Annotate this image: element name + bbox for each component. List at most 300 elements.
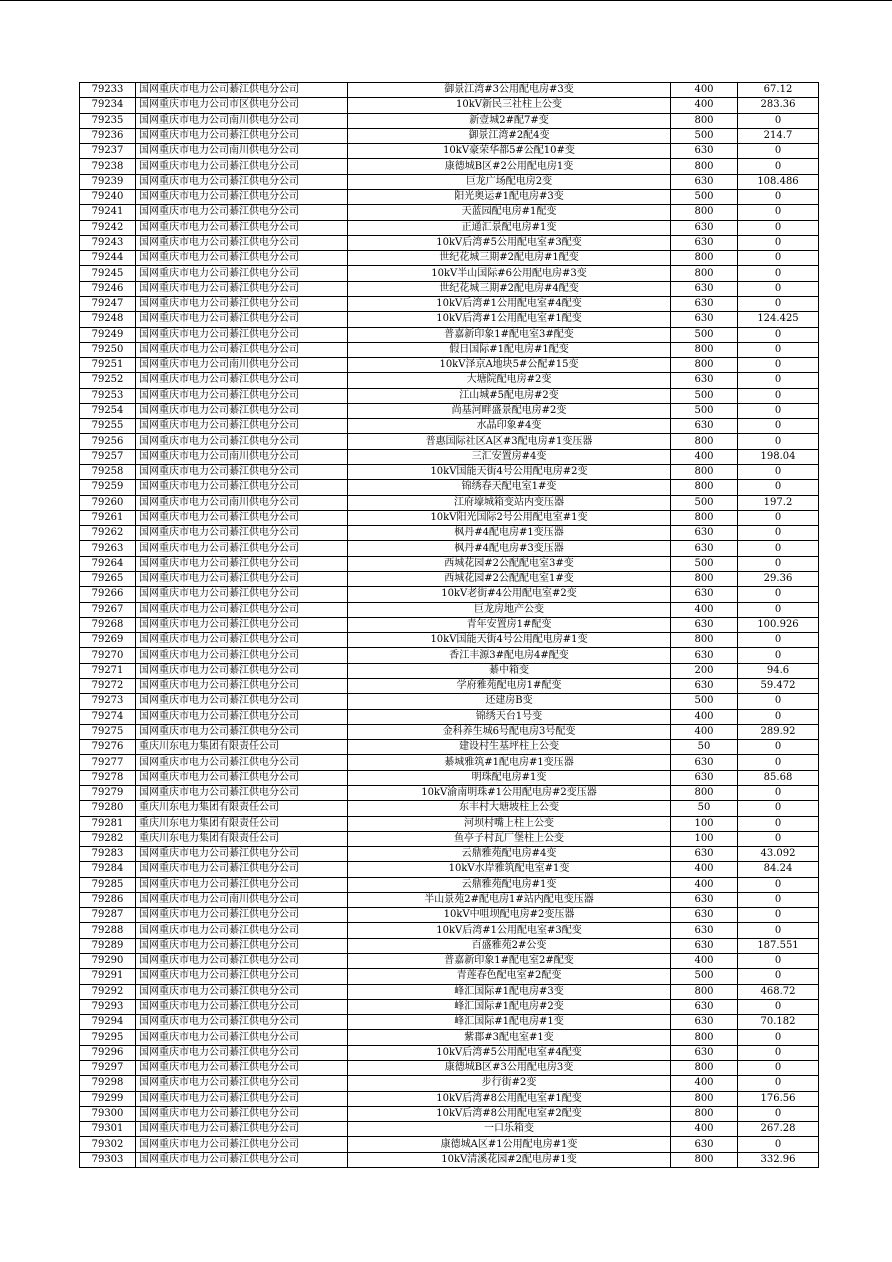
capacity-cell: 500 (671, 969, 738, 984)
transformer-name-cell: 云鼎雅苑配电房#1变 (348, 877, 671, 892)
capacity-cell: 400 (671, 1076, 738, 1091)
table-row (80, 373, 819, 388)
table-row (80, 572, 819, 587)
table-row (80, 449, 819, 464)
company-cell: 国网重庆市电力公司綦江供电分公司 (136, 1152, 348, 1167)
value-cell: 283.36 (738, 98, 819, 113)
value-cell: 0 (738, 633, 819, 648)
table-row (80, 281, 819, 296)
company-cell: 国网重庆市电力公司綦江供电分公司 (136, 205, 348, 220)
value-cell: 0 (738, 709, 819, 724)
company-cell: 国网重庆市电力公司綦江供电分公司 (136, 1015, 348, 1030)
transformer-name-cell: 枫丹#4配电房#1变压器 (348, 526, 671, 541)
row-id-cell: 79302 (80, 1137, 136, 1152)
company-cell: 国网重庆市电力公司綦江供电分公司 (136, 266, 348, 281)
capacity-cell: 630 (671, 235, 738, 250)
transformer-name-cell: 江山城#5配电房#2变 (348, 388, 671, 403)
table-row (80, 419, 819, 434)
capacity-cell: 630 (671, 373, 738, 388)
company-cell: 国网重庆市电力公司南川供电分公司 (136, 495, 348, 510)
transformer-name-cell: 峰汇国际#1配电房#2变 (348, 999, 671, 1014)
transformer-name-cell: 峰汇国际#1配电房#3变 (348, 984, 671, 999)
value-cell: 214.7 (738, 128, 819, 143)
row-id-cell: 79299 (80, 1091, 136, 1106)
row-id-cell: 79288 (80, 923, 136, 938)
company-cell: 国网重庆市电力公司綦江供电分公司 (136, 388, 348, 403)
value-cell: 70.182 (738, 1015, 819, 1030)
company-cell: 国网重庆市电力公司綦江供电分公司 (136, 312, 348, 327)
row-id-cell: 79292 (80, 984, 136, 999)
table-row (80, 556, 819, 571)
transformer-name-cell: 枫丹#4配电房#3变压器 (348, 541, 671, 556)
capacity-cell: 800 (671, 1091, 738, 1106)
capacity-cell: 500 (671, 495, 738, 510)
transformer-name-cell: 10kV后湾#8公用配电室#1配变 (348, 1091, 671, 1106)
transformer-name-cell: 江府壕城箱变站内变压器 (348, 495, 671, 510)
value-cell: 0 (738, 892, 819, 907)
value-cell: 0 (738, 465, 819, 480)
transformer-name-cell: 西城花园#2公配配电室3#变 (348, 556, 671, 571)
row-id-cell: 79274 (80, 709, 136, 724)
company-cell: 国网重庆市电力公司綦江供电分公司 (136, 510, 348, 525)
row-id-cell: 79293 (80, 999, 136, 1014)
transformer-name-cell: 10kV后湾#1公用配电室#1配变 (348, 312, 671, 327)
value-cell: 0 (738, 419, 819, 434)
transformer-name-cell: 明珠配电房#1变 (348, 770, 671, 785)
table-row (80, 174, 819, 189)
row-id-cell: 79275 (80, 724, 136, 739)
transformer-name-cell: 峰汇国际#1配电房#1变 (348, 1015, 671, 1030)
value-cell: 0 (738, 403, 819, 418)
value-cell: 100.926 (738, 617, 819, 632)
capacity-cell: 630 (671, 1045, 738, 1060)
capacity-cell: 630 (671, 526, 738, 541)
row-id-cell: 79278 (80, 770, 136, 785)
transformer-name-cell: 10kV水岸雅筑配电室#1变 (348, 862, 671, 877)
transformer-name-cell: 巨龙房地产公变 (348, 602, 671, 617)
row-id-cell: 79256 (80, 434, 136, 449)
value-cell: 0 (738, 602, 819, 617)
value-cell: 0 (738, 144, 819, 159)
row-id-cell: 79272 (80, 678, 136, 693)
table-row (80, 1076, 819, 1091)
transformer-name-cell: 普嘉新印象1#配电室3#配变 (348, 327, 671, 342)
value-cell: 0 (738, 785, 819, 800)
company-cell: 国网重庆市电力公司綦江供电分公司 (136, 862, 348, 877)
capacity-cell: 800 (671, 1061, 738, 1076)
capacity-cell: 630 (671, 1015, 738, 1030)
row-id-cell: 79298 (80, 1076, 136, 1091)
table-row (80, 205, 819, 220)
company-cell: 国网重庆市电力公司綦江供电分公司 (136, 556, 348, 571)
capacity-cell: 800 (671, 434, 738, 449)
company-cell: 国网重庆市电力公司綦江供电分公司 (136, 785, 348, 800)
table-row (80, 128, 819, 143)
capacity-cell: 500 (671, 128, 738, 143)
table-row (80, 113, 819, 128)
table-row (80, 541, 819, 556)
capacity-cell: 630 (671, 847, 738, 862)
company-cell: 国网重庆市电力公司綦江供电分公司 (136, 541, 348, 556)
row-id-cell: 79283 (80, 847, 136, 862)
transformer-name-cell: 天蓝园配电房#1配变 (348, 205, 671, 220)
company-cell: 重庆川东电力集团有限责任公司 (136, 801, 348, 816)
table-row (80, 1106, 819, 1121)
table-row (80, 220, 819, 235)
company-cell: 国网重庆市电力公司綦江供电分公司 (136, 296, 348, 311)
transformer-name-cell: 10kV渝南明珠#1公用配电房#2变压器 (348, 785, 671, 800)
table-row (80, 831, 819, 846)
table-row (80, 923, 819, 938)
row-id-cell: 79250 (80, 342, 136, 357)
company-cell: 国网重庆市电力公司綦江供电分公司 (136, 434, 348, 449)
transformer-name-cell: 一口乐箱变 (348, 1122, 671, 1137)
row-id-cell: 79297 (80, 1061, 136, 1076)
transformer-name-cell: 世纪花城三期#2配电房#4配变 (348, 281, 671, 296)
row-id-cell: 79284 (80, 862, 136, 877)
value-cell: 267.28 (738, 1122, 819, 1137)
row-id-cell: 79264 (80, 556, 136, 571)
value-cell: 29.36 (738, 572, 819, 587)
capacity-cell: 500 (671, 189, 738, 204)
value-cell: 0 (738, 266, 819, 281)
company-cell: 国网重庆市电力公司綦江供电分公司 (136, 908, 348, 923)
value-cell: 85.68 (738, 770, 819, 785)
row-id-cell: 79285 (80, 877, 136, 892)
table-row (80, 189, 819, 204)
capacity-cell: 500 (671, 694, 738, 709)
company-cell: 国网重庆市电力公司綦江供电分公司 (136, 189, 348, 204)
transformer-name-cell: 普嘉新印象1#配电室2#配变 (348, 954, 671, 969)
transformer-name-cell: 正通汇景配电房#1变 (348, 220, 671, 235)
table-row (80, 388, 819, 403)
row-id-cell: 79249 (80, 327, 136, 342)
row-id-cell: 79262 (80, 526, 136, 541)
data-table (79, 82, 819, 1168)
row-id-cell: 79265 (80, 572, 136, 587)
transformer-name-cell: 10kV中咀坝配电房#2变压器 (348, 908, 671, 923)
company-cell: 国网重庆市电力公司南川供电分公司 (136, 358, 348, 373)
row-id-cell: 79243 (80, 235, 136, 250)
capacity-cell: 400 (671, 862, 738, 877)
capacity-cell: 800 (671, 1106, 738, 1121)
table-row (80, 83, 819, 98)
table-row (80, 1061, 819, 1076)
table-row (80, 954, 819, 969)
transformer-name-cell: 建设村生基坪柱上公变 (348, 740, 671, 755)
company-cell: 国网重庆市电力公司綦江供电分公司 (136, 281, 348, 296)
company-cell: 国网重庆市电力公司綦江供电分公司 (136, 235, 348, 250)
capacity-cell: 630 (671, 174, 738, 189)
transformer-name-cell: 学府雅苑配电房1#配变 (348, 678, 671, 693)
transformer-name-cell: 巨龙广场配电房2变 (348, 174, 671, 189)
row-id-cell: 79279 (80, 785, 136, 800)
company-cell: 国网重庆市电力公司綦江供电分公司 (136, 1030, 348, 1045)
value-cell: 0 (738, 388, 819, 403)
capacity-cell: 800 (671, 480, 738, 495)
transformer-name-cell: 10kV后湾#5公用配电室#3配变 (348, 235, 671, 250)
row-id-cell: 79286 (80, 892, 136, 907)
transformer-name-cell: 香江丰源3#配电房4#配变 (348, 648, 671, 663)
table-row (80, 770, 819, 785)
transformer-name-cell: 东丰村大塘坡柱上公变 (348, 801, 671, 816)
table-row (80, 1045, 819, 1060)
value-cell: 0 (738, 877, 819, 892)
transformer-name-cell: 假日国际#1配电房#1配变 (348, 342, 671, 357)
value-cell: 198.04 (738, 449, 819, 464)
value-cell: 0 (738, 1106, 819, 1121)
row-id-cell: 79294 (80, 1015, 136, 1030)
transformer-name-cell: 10kV后湾#1公用配电室#3配变 (348, 923, 671, 938)
transformer-name-cell: 10kV后湾#1公用配电室#4配变 (348, 296, 671, 311)
row-id-cell: 79235 (80, 113, 136, 128)
value-cell: 0 (738, 358, 819, 373)
table-row (80, 480, 819, 495)
row-id-cell: 79290 (80, 954, 136, 969)
row-id-cell: 79253 (80, 388, 136, 403)
capacity-cell: 800 (671, 572, 738, 587)
transformer-name-cell: 康德城B区#3公用配电房3变 (348, 1061, 671, 1076)
capacity-cell: 630 (671, 419, 738, 434)
row-id-cell: 79233 (80, 83, 136, 98)
company-cell: 国网重庆市电力公司綦江供电分公司 (136, 403, 348, 418)
row-id-cell: 79254 (80, 403, 136, 418)
value-cell: 0 (738, 159, 819, 174)
table-row (80, 235, 819, 250)
row-id-cell: 79300 (80, 1106, 136, 1121)
company-cell: 国网重庆市电力公司綦江供电分公司 (136, 877, 348, 892)
table-row (80, 617, 819, 632)
value-cell: 0 (738, 342, 819, 357)
company-cell: 国网重庆市电力公司綦江供电分公司 (136, 465, 348, 480)
transformer-name-cell: 水晶印象#4变 (348, 419, 671, 434)
value-cell: 289.92 (738, 724, 819, 739)
capacity-cell: 630 (671, 617, 738, 632)
table-row (80, 1137, 819, 1152)
company-cell: 重庆川东电力集团有限责任公司 (136, 740, 348, 755)
company-cell: 国网重庆市电力公司綦江供电分公司 (136, 847, 348, 862)
company-cell: 国网重庆市电力公司南川供电分公司 (136, 892, 348, 907)
capacity-cell: 630 (671, 1137, 738, 1152)
company-cell: 国网重庆市电力公司綦江供电分公司 (136, 1045, 348, 1060)
table-row (80, 296, 819, 311)
transformer-name-cell: 10kV泽京A地块5#公配#15变 (348, 358, 671, 373)
value-cell: 43.092 (738, 847, 819, 862)
value-cell: 332.96 (738, 1152, 819, 1167)
table-row (80, 694, 819, 709)
company-cell: 国网重庆市电力公司綦江供电分公司 (136, 1061, 348, 1076)
row-id-cell: 79273 (80, 694, 136, 709)
capacity-cell: 50 (671, 740, 738, 755)
transformer-name-cell: 10kV半山国际#6公用配电房#3变 (348, 266, 671, 281)
transformer-name-cell: 鱼亭子村瓦厂堡柱上公变 (348, 831, 671, 846)
transformer-name-cell: 御景江湾#3公用配电房#3变 (348, 83, 671, 98)
company-cell: 国网重庆市电力公司綦江供电分公司 (136, 969, 348, 984)
row-id-cell: 79239 (80, 174, 136, 189)
capacity-cell: 500 (671, 327, 738, 342)
row-id-cell: 79261 (80, 510, 136, 525)
capacity-cell: 400 (671, 877, 738, 892)
value-cell: 0 (738, 694, 819, 709)
row-id-cell: 79247 (80, 296, 136, 311)
value-cell: 84.24 (738, 862, 819, 877)
table-row (80, 403, 819, 418)
table-row (80, 159, 819, 174)
table-row (80, 312, 819, 327)
transformer-name-cell: 綦中箱变 (348, 663, 671, 678)
capacity-cell: 630 (671, 296, 738, 311)
transformer-name-cell: 半山景苑2#配电房1#站内配电变压器 (348, 892, 671, 907)
table-row (80, 892, 819, 907)
row-id-cell: 79236 (80, 128, 136, 143)
row-id-cell: 79260 (80, 495, 136, 510)
table-row (80, 327, 819, 342)
transformer-name-cell: 三汇安置房#4变 (348, 449, 671, 464)
capacity-cell: 630 (671, 938, 738, 953)
transformer-name-cell: 青年安置房1#配变 (348, 617, 671, 632)
table-body (80, 83, 819, 1168)
table-row (80, 144, 819, 159)
company-cell: 国网重庆市电力公司綦江供电分公司 (136, 480, 348, 495)
company-cell: 国网重庆市电力公司綦江供电分公司 (136, 1076, 348, 1091)
company-cell: 国网重庆市电力公司綦江供电分公司 (136, 220, 348, 235)
company-cell: 国网重庆市电力公司綦江供电分公司 (136, 648, 348, 663)
row-id-cell: 79270 (80, 648, 136, 663)
row-id-cell: 79282 (80, 831, 136, 846)
table-row (80, 816, 819, 831)
transformer-name-cell: 康德城B区#2公用配电房1变 (348, 159, 671, 174)
row-id-cell: 79296 (80, 1045, 136, 1060)
transformer-name-cell: 普惠国际社区A区#3配电房#1变压器 (348, 434, 671, 449)
transformer-name-cell: 10kV老街#4公用配电室#2变 (348, 587, 671, 602)
capacity-cell: 800 (671, 205, 738, 220)
transformer-name-cell: 金科养生城6号配电房3号配变 (348, 724, 671, 739)
table-row (80, 908, 819, 923)
capacity-cell: 630 (671, 908, 738, 923)
capacity-cell: 800 (671, 1152, 738, 1167)
company-cell: 国网重庆市电力公司綦江供电分公司 (136, 617, 348, 632)
transformer-name-cell: 10kV国能天街4号公用配电房#2变 (348, 465, 671, 480)
capacity-cell: 200 (671, 663, 738, 678)
value-cell: 0 (738, 327, 819, 342)
row-id-cell: 79277 (80, 755, 136, 770)
company-cell: 国网重庆市电力公司綦江供电分公司 (136, 1122, 348, 1137)
table-row (80, 342, 819, 357)
value-cell: 0 (738, 648, 819, 663)
value-cell: 468.72 (738, 984, 819, 999)
capacity-cell: 500 (671, 556, 738, 571)
capacity-cell: 800 (671, 1030, 738, 1045)
transformer-name-cell: 云鼎雅苑配电房#4变 (348, 847, 671, 862)
table-row (80, 999, 819, 1014)
capacity-cell: 800 (671, 159, 738, 174)
value-cell: 0 (738, 587, 819, 602)
table-row (80, 465, 819, 480)
company-cell: 国网重庆市电力公司綦江供电分公司 (136, 954, 348, 969)
row-id-cell: 79259 (80, 480, 136, 495)
table-row (80, 938, 819, 953)
company-cell: 国网重庆市电力公司綦江供电分公司 (136, 770, 348, 785)
company-cell: 国网重庆市电力公司綦江供电分公司 (136, 526, 348, 541)
company-cell: 国网重庆市电力公司綦江供电分公司 (136, 633, 348, 648)
table-row (80, 969, 819, 984)
value-cell: 197.2 (738, 495, 819, 510)
row-id-cell: 79240 (80, 189, 136, 204)
capacity-cell: 800 (671, 251, 738, 266)
company-cell: 国网重庆市电力公司綦江供电分公司 (136, 327, 348, 342)
value-cell: 0 (738, 434, 819, 449)
capacity-cell: 800 (671, 785, 738, 800)
table-row (80, 678, 819, 693)
table-row (80, 602, 819, 617)
row-id-cell: 79244 (80, 251, 136, 266)
capacity-cell: 630 (671, 770, 738, 785)
row-id-cell: 79289 (80, 938, 136, 953)
company-cell: 国网重庆市电力公司綦江供电分公司 (136, 419, 348, 434)
value-cell: 0 (738, 1061, 819, 1076)
capacity-cell: 800 (671, 113, 738, 128)
value-cell: 187.551 (738, 938, 819, 953)
value-cell: 0 (738, 113, 819, 128)
transformer-name-cell: 步行街#2变 (348, 1076, 671, 1091)
row-id-cell: 79281 (80, 816, 136, 831)
table-row (80, 510, 819, 525)
capacity-cell: 800 (671, 465, 738, 480)
row-id-cell: 79242 (80, 220, 136, 235)
company-cell: 国网重庆市电力公司綦江供电分公司 (136, 923, 348, 938)
capacity-cell: 800 (671, 984, 738, 999)
capacity-cell: 800 (671, 358, 738, 373)
company-cell: 国网重庆市电力公司綦江供电分公司 (136, 602, 348, 617)
transformer-name-cell: 河坝村嘴上柱上公变 (348, 816, 671, 831)
company-cell: 国网重庆市电力公司綦江供电分公司 (136, 373, 348, 388)
row-id-cell: 79301 (80, 1122, 136, 1137)
value-cell: 0 (738, 220, 819, 235)
table-row (80, 266, 819, 281)
table-row (80, 785, 819, 800)
company-cell: 国网重庆市电力公司綦江供电分公司 (136, 1106, 348, 1121)
company-cell: 国网重庆市电力公司綦江供电分公司 (136, 755, 348, 770)
capacity-cell: 630 (671, 144, 738, 159)
transformer-name-cell: 10kV阳光国际2号公用配电室#1变 (348, 510, 671, 525)
top-rule (0, 0, 892, 1)
row-id-cell: 79251 (80, 358, 136, 373)
value-cell: 67.12 (738, 83, 819, 98)
value-cell: 0 (738, 831, 819, 846)
capacity-cell: 630 (671, 541, 738, 556)
transformer-name-cell: 锦绣天台1号变 (348, 709, 671, 724)
company-cell: 国网重庆市电力公司綦江供电分公司 (136, 1137, 348, 1152)
row-id-cell: 79291 (80, 969, 136, 984)
company-cell: 国网重庆市电力公司綦江供电分公司 (136, 984, 348, 999)
value-cell: 0 (738, 251, 819, 266)
value-cell: 0 (738, 816, 819, 831)
value-cell: 108.486 (738, 174, 819, 189)
row-id-cell: 79263 (80, 541, 136, 556)
transformer-name-cell: 10kV后湾#8公用配电室#2配变 (348, 1106, 671, 1121)
row-id-cell: 79252 (80, 373, 136, 388)
capacity-cell: 500 (671, 403, 738, 418)
capacity-cell: 800 (671, 510, 738, 525)
value-cell: 0 (738, 281, 819, 296)
company-cell: 国网重庆市电力公司綦江供电分公司 (136, 159, 348, 174)
value-cell: 94.6 (738, 663, 819, 678)
company-cell: 国网重庆市电力公司綦江供电分公司 (136, 709, 348, 724)
table-row (80, 434, 819, 449)
value-cell: 59.472 (738, 678, 819, 693)
value-cell: 0 (738, 969, 819, 984)
row-id-cell: 79271 (80, 663, 136, 678)
